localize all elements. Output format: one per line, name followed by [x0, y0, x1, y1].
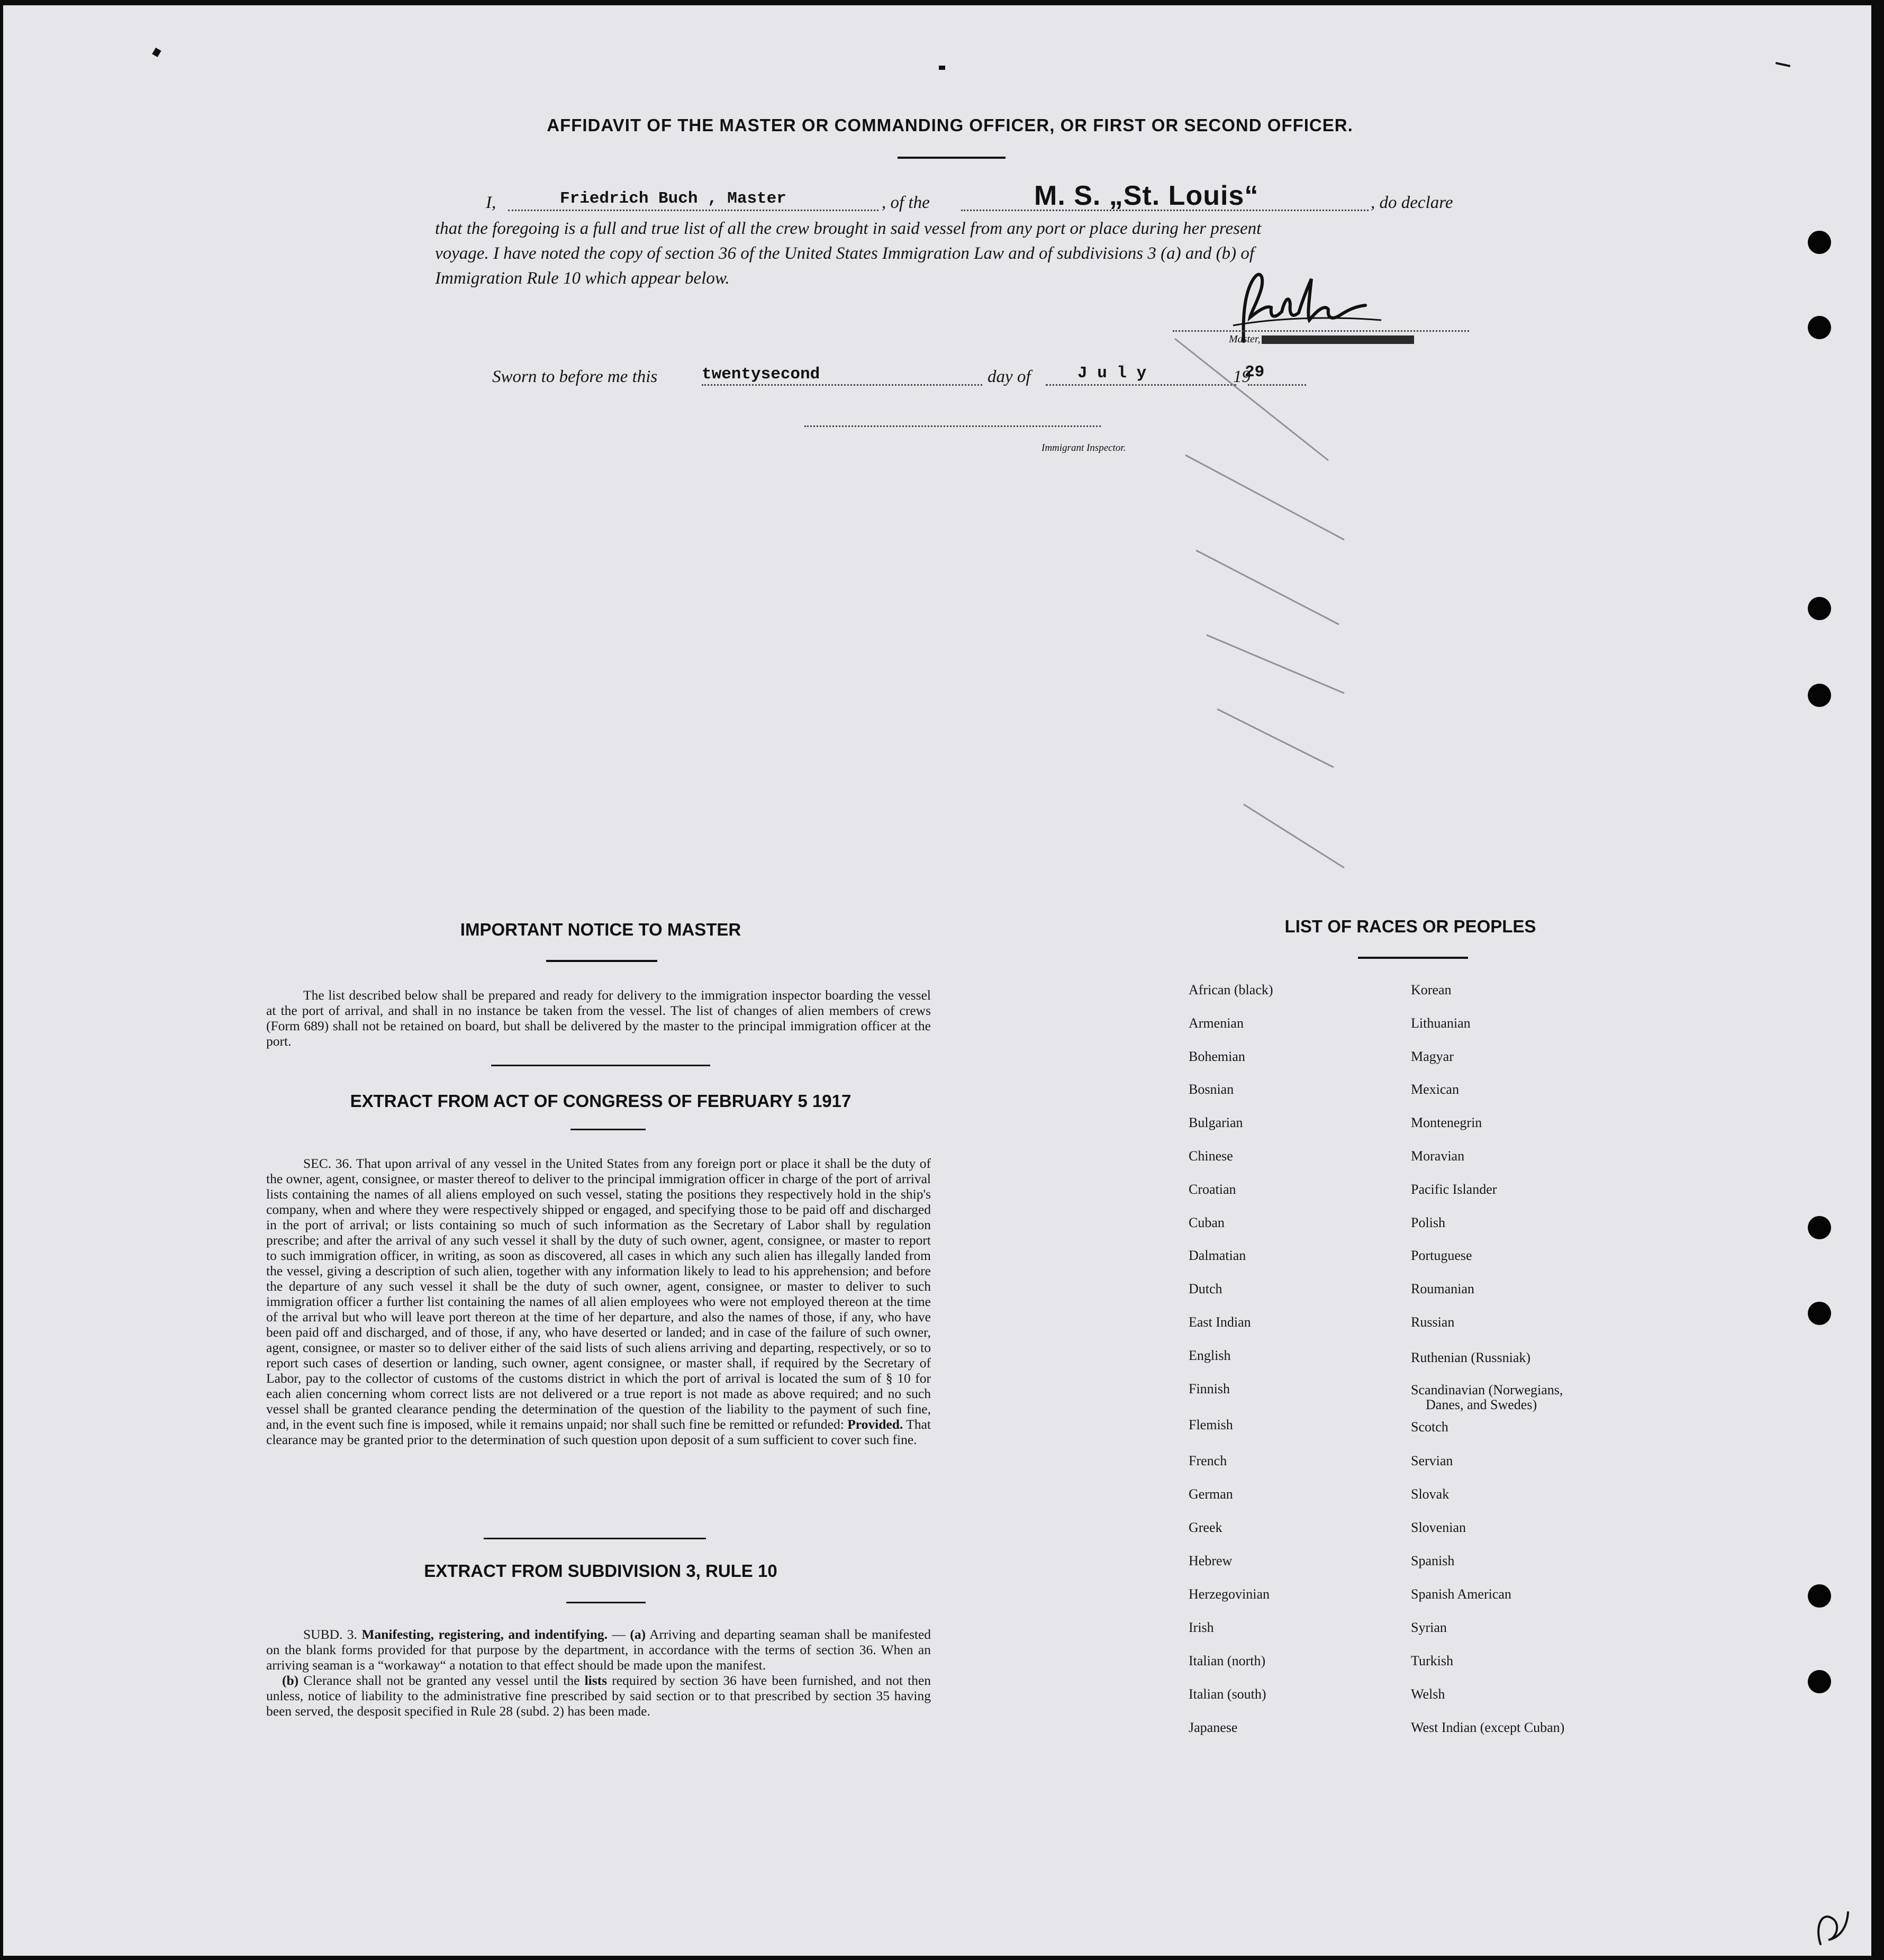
punch-hole: [1808, 1584, 1831, 1608]
race-item: German: [1189, 1486, 1233, 1502]
race-item: French: [1189, 1453, 1227, 1468]
handwritten-page-mark: [1810, 1907, 1858, 1949]
rule-b-text-2: required by section 36 have been furnished, and not then unless, notice of liability to the administrative fine prescribed by said section or to that prescribed by section 35 having been served, the desposit specified in Rule 28 (subd. 2) has been made.: [266, 1673, 931, 1719]
race-item: Bulgarian: [1189, 1115, 1243, 1131]
race-item: Turkish: [1411, 1653, 1453, 1668]
rule-b-label: (b): [282, 1673, 299, 1688]
punch-hole: [1808, 1302, 1831, 1325]
sworn-month: J u l y: [1077, 364, 1147, 383]
sworn-prefix: Sworn to before me this: [492, 367, 658, 386]
master-name-line: [508, 210, 878, 211]
notice-title: IMPORTANT NOTICE TO MASTER: [460, 920, 741, 939]
race-item: Mexican: [1411, 1082, 1459, 1097]
race-item: Scotch: [1411, 1419, 1448, 1435]
race-item: Hebrew: [1189, 1553, 1233, 1568]
race-item: Cuban: [1189, 1214, 1225, 1230]
punch-hole: [1808, 316, 1831, 339]
race-item: Croatian: [1189, 1181, 1236, 1197]
race-item: Bohemian: [1189, 1048, 1245, 1064]
race-item: Armenian: [1189, 1015, 1244, 1031]
race-item: Dalmatian: [1189, 1248, 1246, 1264]
punch-hole: [1808, 1216, 1831, 1239]
sworn-year: 29: [1245, 363, 1265, 382]
inspector-signature-line: [804, 425, 1101, 427]
scan-border-top: [0, 0, 1884, 5]
affidavit-line1-suffix: , do declare: [1371, 193, 1453, 212]
sworn-day-label: day of: [988, 367, 1031, 386]
master-name: Friedrich Buch , Master: [560, 189, 786, 208]
races-list-right: [1411, 982, 1633, 1744]
affidavit-line1-prefix: I,: [486, 193, 496, 212]
race-item: Chinese: [1189, 1148, 1233, 1164]
inspector-label: Immigrant Inspector.: [1041, 442, 1126, 453]
rule-b-lists: lists: [584, 1673, 608, 1688]
act-paragraph: [266, 1156, 931, 1447]
scan-border-right: [1871, 0, 1884, 1960]
punch-hole: [1808, 684, 1831, 707]
race-item: English: [1189, 1347, 1231, 1363]
race-item: Spanish: [1411, 1553, 1455, 1568]
sworn-day-line: [702, 384, 982, 386]
signature-label: Master,: [1229, 333, 1261, 345]
notice-title-underline: [546, 960, 657, 962]
title-underline: [898, 157, 1006, 159]
race-item: West Indian (except Cuban): [1411, 1720, 1565, 1735]
race-item: Roumanian: [1411, 1281, 1474, 1297]
scan-border-bottom: [0, 1956, 1884, 1960]
rule-a-label: (a): [630, 1627, 646, 1642]
act-title: EXTRACT FROM ACT OF CONGRESS OF FEBRUARY 5 1917: [350, 1091, 852, 1111]
race-item: Ruthenian (Russniak): [1411, 1350, 1531, 1365]
scan-streaks: [1164, 328, 1387, 910]
rule-text: [266, 1627, 931, 1719]
race-item: Italian (south): [1189, 1686, 1266, 1702]
race-item: Moravian: [1411, 1148, 1465, 1164]
affidavit-line3: voyage. I have noted the copy of section 36 of the United States Immigration Law and of subdivisions 3 (a) and (b) of: [435, 244, 1255, 263]
rule-title-underline: [566, 1602, 646, 1603]
affidavit-line1-mid: , of the: [882, 193, 930, 212]
rule-subd-prefix: SUBD. 3.: [303, 1627, 357, 1642]
race-item: Flemish: [1189, 1417, 1233, 1432]
race-item: Welsh: [1411, 1686, 1445, 1702]
race-item: Montenegrin: [1411, 1115, 1482, 1131]
rule-subd-a: SUBD. 3. Manifesting, registering, and indentifying. — (a) Arriving and departing seaman shall be manifested on the blank forms provided for that purpose by the department, in accordance with the terms of section 36. When an arriving seaman is a “workaway“ a notation to that effect should be made upon the manifest.: [266, 1627, 931, 1673]
rule-title: EXTRACT FROM SUBDIVISION 3, RULE 10: [424, 1561, 777, 1581]
scan-speck: [152, 48, 161, 57]
race-item: Japanese: [1189, 1720, 1238, 1735]
race-item: Syrian: [1411, 1620, 1447, 1635]
scan-speck: [1776, 62, 1790, 67]
sworn-day: twentysecond: [702, 365, 820, 384]
notice-text: [266, 987, 931, 1049]
act-divider: [484, 1538, 706, 1539]
vessel-name: M. S. „St. Louis“: [1034, 180, 1259, 211]
race-item: Magyar: [1411, 1048, 1454, 1064]
punch-hole: [1808, 1670, 1831, 1693]
race-item: Servian: [1411, 1453, 1453, 1468]
race-item: Slovak: [1411, 1486, 1450, 1502]
scan-speck: [939, 66, 945, 70]
race-item: Finnish: [1189, 1381, 1230, 1396]
race-item: Portuguese: [1411, 1248, 1472, 1264]
notice-divider: [491, 1065, 710, 1066]
notice-paragraph: The list described below shall be prepared and ready for delivery to the immigration inspector boarding the vessel at the port of arrival, and shall in no instance be taken from the vessel. The list of changes of alien members of crews (Form 689) shall not be retained on board, but shall be delivered by the master to the principal immigration officer at the port.: [266, 987, 931, 1049]
race-item: African (black): [1189, 982, 1273, 997]
affidavit-title: AFFIDAVIT OF THE MASTER OR COMMANDING OFFICER, OR FIRST OR SECOND OFFICER.: [547, 115, 1353, 135]
affidavit-line4: Immigration Rule 10 which appear below.: [435, 269, 730, 288]
race-item: Scandinavian (Norwegians,: [1411, 1382, 1563, 1398]
race-item: Danes, and Swedes): [1426, 1397, 1537, 1412]
scan-border-left: [0, 0, 3, 1960]
sworn-year-prefix: 19: [1233, 367, 1251, 386]
rule-subd-title: Manifesting, registering, and indentifying.: [361, 1627, 608, 1642]
race-item: Slovenian: [1411, 1520, 1466, 1535]
act-provided-text: That clearance may be granted prior to the determination of such question upon deposit of a sum sufficient to cover such fine.: [266, 1417, 931, 1447]
race-item: Dutch: [1189, 1281, 1222, 1297]
race-item: Lithuanian: [1411, 1015, 1471, 1031]
race-item: Russian: [1411, 1314, 1455, 1330]
act-provided-label: Provided.: [847, 1417, 903, 1432]
rule-subd-b: [266, 1673, 931, 1719]
race-item: Bosnian: [1189, 1082, 1234, 1097]
race-item: Herzegovinian: [1189, 1586, 1270, 1602]
act-text: [266, 1156, 931, 1447]
race-item: Pacific Islander: [1411, 1181, 1497, 1197]
races-title: LIST OF RACES OR PEOPLES: [1284, 917, 1536, 936]
act-section-text: SEC. 36. That upon arrival of any vessel in the United States from any foreign port or place it shall be the duty of the owner, agent, consignee, or master thereof to deliver to the principal immigration officer in charge of the port of arrival lists containing the names of all aliens employed on such vessel, stating the positions they respectively hold in the ship's company, when and where they were respectively shipped or engaged, and specifying those to be paid off and discharged in the port of arrival; or lists containing so much of such information as the Secretary of Labor shall by regulation prescribe; and after the arrival of any such vessel it shall by the duty of such owner, agent, consignee, or master to report to such immigration officer, in writing, as soon as discovered, all cases in which any such alien has illegally landed from the vessel, giving a description of such alien, together with any information likely to lead to his apprehension; and before the departure of any such vessel it shall be the duty of such owner, agent, consignee, or master to deliver to such immigration officer a further list containing the names of all alien employees who were not employed thereon at the time of the arrival but who will leave port thereon at the time of her departure, and also the names of those, if any, who have been paid off and discharged, and of those, if any, who have deserted or landed; and in case of the failure of such owner, agent, consignee, or master so to deliver either of the said lists of such aliens arriving and departing, respectively, or so to report such cases of desertion or landing, such owner, agent consignee, or master shall, if required by the Secretary of Labor, pay to the collector of customs of the customs district in which the port of arrival is located the sum of § 10 for each alien concerning whom correct lists are not delivered or a true report is not made as above required; and no such vessel shall be granted clearance pending the determination of the question of the liability to the payment of such fine, and, in the event such fine is imposed, while it remains unpaid; nor shall such fine be remitted or refunded:: [266, 1156, 931, 1432]
race-item: East Indian: [1189, 1314, 1251, 1330]
race-item: Greek: [1189, 1520, 1222, 1535]
races-list-left: [1189, 982, 1400, 1744]
punch-hole: [1808, 231, 1831, 254]
race-item: Korean: [1411, 982, 1452, 997]
race-item: Irish: [1189, 1620, 1214, 1635]
punch-hole: [1808, 597, 1831, 620]
race-item: Italian (north): [1189, 1653, 1266, 1668]
race-item: Spanish American: [1411, 1586, 1511, 1602]
race-item: Polish: [1411, 1214, 1446, 1230]
affidavit-line2: that the foregoing is a full and true list of all the crew brought in said vessel from any port or place during her present: [435, 219, 1262, 238]
races-title-underline: [1358, 957, 1468, 959]
rule-b-text-1: Clerance shall not be granted any vessel until the: [303, 1673, 580, 1688]
act-title-underline: [570, 1129, 646, 1130]
rule-a-text: Arriving and departing seaman shall be manifested on the blank forms provided for that purpose by the department, in accordance with the terms of section 36. When an arriving seaman is a “workaway“ a notation to that effect should be made upon the manifest.: [266, 1627, 931, 1673]
